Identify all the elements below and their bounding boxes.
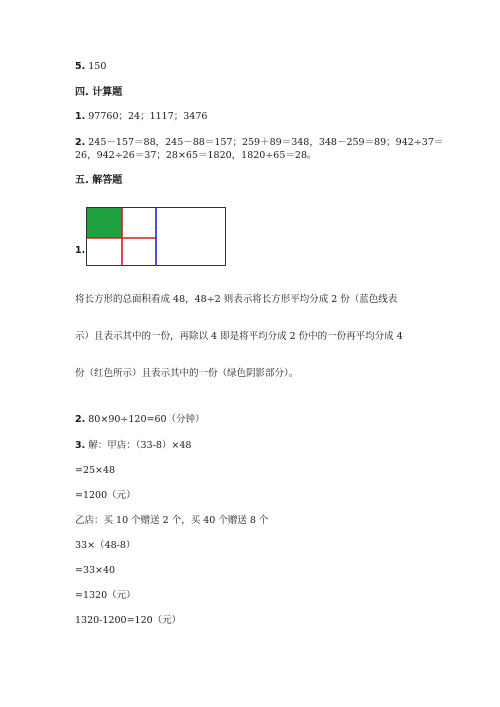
item-number: 2. [75, 414, 86, 425]
answer-text: 245－157＝88，245－88＝157；259＋89＝348，348－259＝89；942÷37＝ [88, 137, 444, 148]
calc-step: 33×（48-8） [75, 540, 136, 551]
explanation-line-3: 份（红色所示）且表示其中的一份（绿色阴影部分）。 [75, 368, 299, 379]
item-number: 2. [75, 137, 86, 148]
green-shaded-part [87, 208, 122, 238]
section-heading-4: 四. 计算题 [75, 87, 123, 98]
answer-line-calc-2-cont: 26，942÷26＝37；28×65＝1820，1820÷65＝28。 [75, 150, 317, 161]
calc-step: =1320（元） [75, 590, 136, 601]
answer-line-3 [75, 440, 191, 452]
calc-step: =33×40 [75, 565, 116, 576]
answer-text: 97760；24；1117；3476 [88, 111, 208, 122]
calc-step: =25×48 [75, 465, 116, 476]
answer-line-calc-1 [75, 111, 207, 123]
calc-step: =1200（元） [75, 490, 136, 501]
answer-line-5 [75, 61, 106, 73]
explanation-line-1: 将长方形的总面积看成 48，48÷2 则表示将长方形平均分成 2 份（蓝色线表 [75, 294, 398, 305]
answer-text: 80×90÷120=60（分钟） [88, 414, 205, 425]
rectangle-figure [86, 207, 228, 267]
explanation-line-2: 示）且表示其中的一份，再除以 4 即是将平均分成 2 份中的一份再平均分成 4 [75, 331, 403, 342]
figure-number: 1. [75, 245, 86, 256]
answer-text: 解：甲店：（33-8）×48 [88, 440, 192, 451]
item-number: 5. [75, 61, 86, 72]
section-heading-5: 五. 解答题 [75, 175, 123, 186]
item-number: 1. [75, 111, 86, 122]
calc-step: 乙店：买 10 个赠送 2 个，买 40 个赠送 8 个 [75, 515, 269, 526]
calc-step: 1320-1200=120（元） [75, 615, 182, 626]
item-number: 3. [75, 440, 86, 451]
answer-line-calc-2 [75, 137, 443, 149]
answer-text: 150 [88, 61, 107, 72]
answer-line-2 [75, 414, 205, 426]
